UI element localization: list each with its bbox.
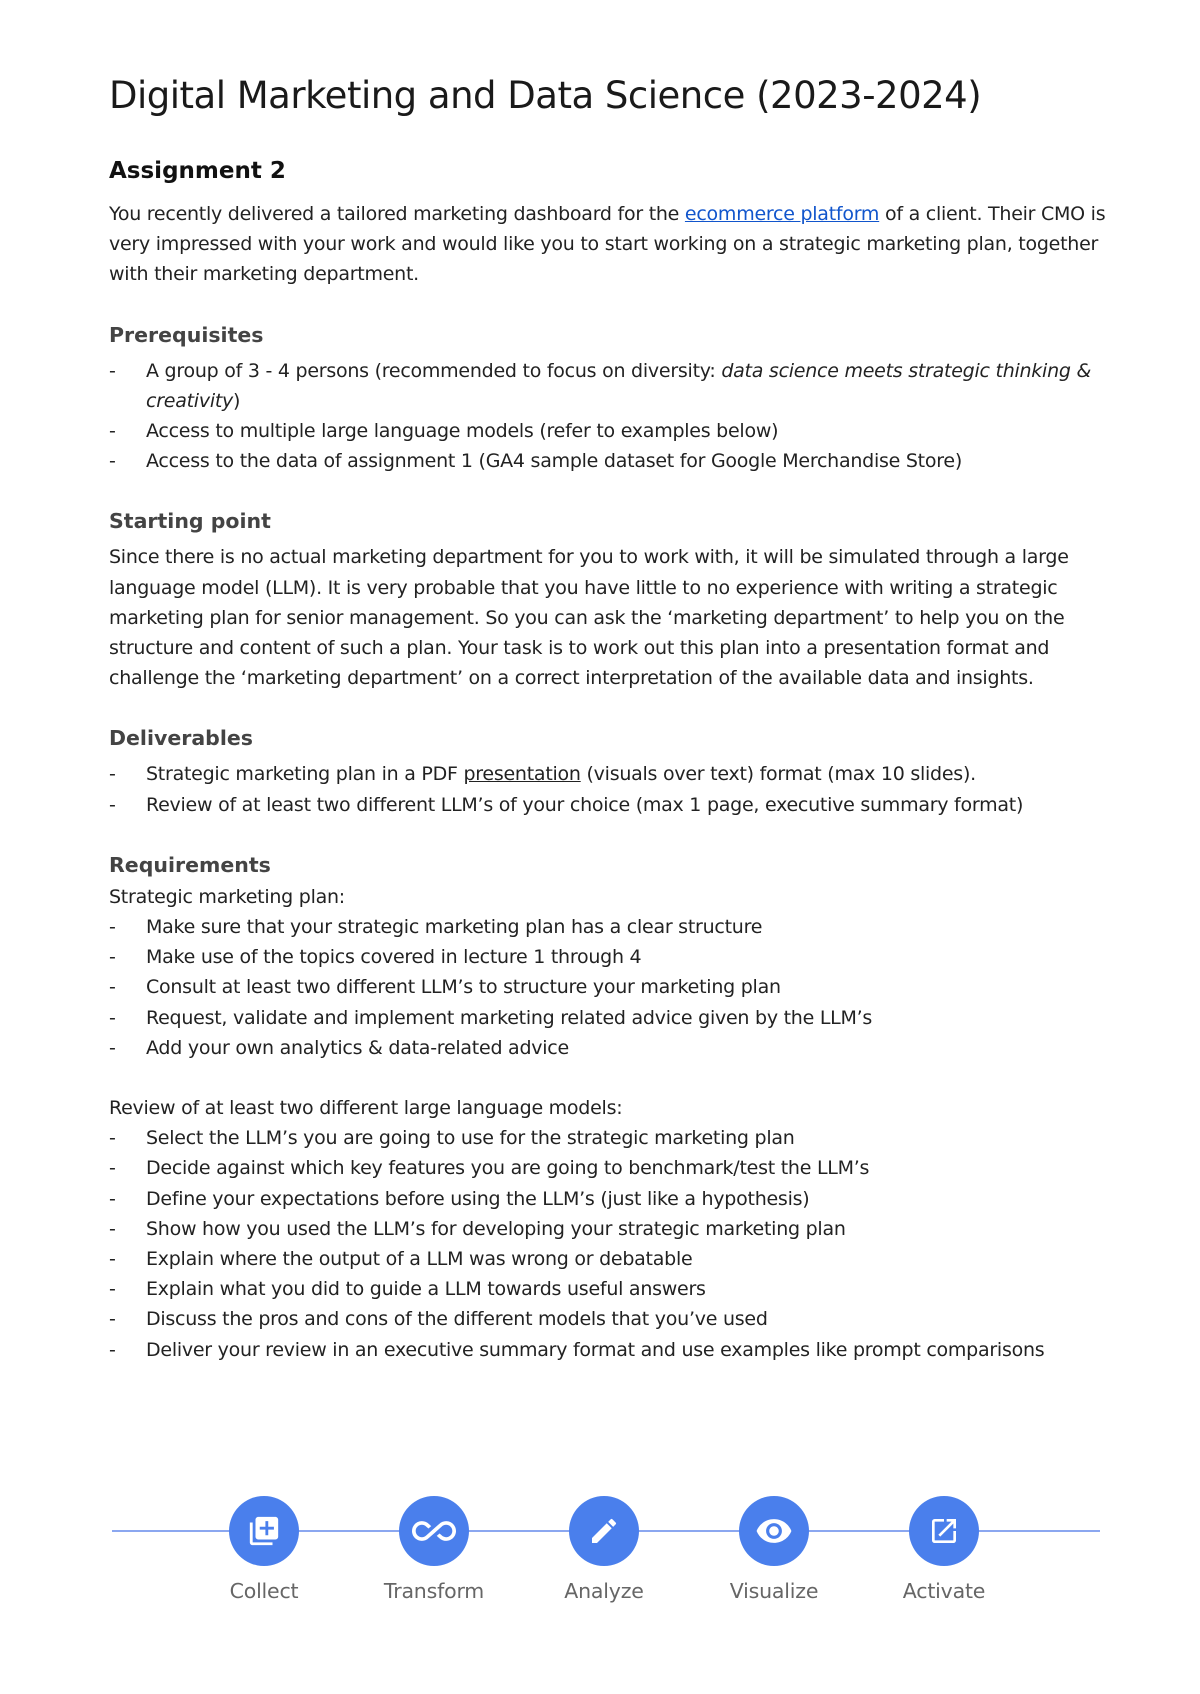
pipeline-step-transform <box>359 1488 509 1603</box>
list-item <box>109 759 1139 789</box>
ecommerce-platform-link[interactable]: ecommerce platform <box>684 203 880 225</box>
prerequisite-text-end: ) <box>233 389 241 412</box>
intro-text-start: You recently delivered a tailored marketing dashboard for the <box>109 203 685 225</box>
data-pipeline-diagram <box>110 1488 1100 1618</box>
visualize-label: Visualize <box>729 1579 819 1603</box>
starting-point-heading: Starting point <box>109 509 271 534</box>
list-item: - Access to multiple large language models (refer to examples below) <box>109 416 1139 446</box>
pipeline-step-collect <box>189 1488 339 1603</box>
intro-text-end: of a client. Their CMO is very impressed with your work and would like you to start working on a strategic marketing plan, together with their marketing department. <box>109 203 1106 286</box>
list-item: - Explain where the output of a LLM was wrong or debatable <box>109 1244 1139 1274</box>
intro-paragraph <box>109 199 1139 290</box>
list-item: - Review of at least two different LLM’s of your choice (max 1 page, executive summary format) <box>109 790 1139 820</box>
pipeline-step-visualize <box>699 1488 849 1603</box>
list-item: - Select the LLM’s you are going to use for the strategic marketing plan <box>109 1123 1139 1153</box>
list-item <box>109 356 1139 416</box>
prerequisites-list <box>109 356 1139 477</box>
list-item: - Discuss the pros and cons of the different models that you’ve used <box>109 1304 1139 1334</box>
activate-step-circle <box>909 1496 979 1566</box>
analyze-step-circle <box>569 1496 639 1566</box>
prerequisites-heading: Prerequisites <box>109 322 264 347</box>
visualize-step-circle <box>739 1496 809 1566</box>
infinity-icon <box>412 1509 456 1553</box>
list-item: - Add your own analytics & data-related advice <box>109 1033 1139 1063</box>
eye-icon <box>755 1512 793 1550</box>
plan-requirements-intro: Strategic marketing plan: <box>109 885 345 908</box>
deliverable-underlined-text: presentation <box>463 763 581 786</box>
open-external-icon <box>928 1515 960 1547</box>
list-item: - Define your expectations before using the LLM’s (just like a hypothesis) <box>109 1184 1139 1214</box>
deliverable-text: Strategic marketing plan in a PDF <box>146 763 464 786</box>
pencil-icon <box>588 1515 620 1547</box>
pipeline-step-activate <box>869 1488 1019 1603</box>
analyze-label: Analyze <box>564 1579 644 1603</box>
list-item: - Request, validate and implement marketing related advice given by the LLM’s <box>109 1003 1139 1033</box>
transform-label: Transform <box>383 1579 485 1603</box>
list-item: - Show how you used the LLM’s for developing your strategic marketing plan <box>109 1214 1139 1244</box>
review-requirements-list <box>109 1123 1139 1365</box>
collect-step-circle <box>229 1496 299 1566</box>
transform-step-circle <box>399 1496 469 1566</box>
list-item: - Make sure that your strategic marketing plan has a clear structure <box>109 912 1139 942</box>
starting-point-paragraph: Since there is no actual marketing department for you to work with, it will be simulated through a large language model (LLM). It is very probable that you have little to no experience with writing a strategic marketing plan for senior management. So you can ask the ‘marketing department’ to help you on the structure and content of such a plan. Your task is to work out this plan into a presentation format and challenge the ‘marketing department’ on a correct interpretation of the available data and insights. <box>109 546 1069 690</box>
activate-label: Activate <box>902 1579 986 1603</box>
document-content <box>109 70 1139 1365</box>
plan-requirements-list <box>109 912 1139 1063</box>
deliverables-list <box>109 759 1139 819</box>
list-item: - Access to the data of assignment 1 (GA4 sample dataset for Google Merchandise Store) <box>109 446 1139 476</box>
deliverable-text-end: (visuals over text) format (max 10 slides). <box>580 763 976 786</box>
document-title: Digital Marketing and Data Science (2023-2024) <box>109 74 982 117</box>
pipeline-step-analyze <box>529 1488 679 1603</box>
review-requirements-intro: Review of at least two different large language models: <box>109 1097 623 1120</box>
list-item: - Consult at least two different LLM’s to structure your marketing plan <box>109 972 1139 1002</box>
list-item: - Decide against which key features you are going to benchmark/test the LLM’s <box>109 1153 1139 1183</box>
prerequisite-italic-text: data science meets strategic thinking & creativity <box>146 359 1092 412</box>
add-to-library-icon <box>247 1514 281 1548</box>
requirements-heading: Requirements <box>109 852 271 877</box>
list-item: - Explain what you did to guide a LLM towards useful answers <box>109 1274 1139 1304</box>
deliverables-heading: Deliverables <box>109 726 253 751</box>
list-item: - Deliver your review in an executive summary format and use examples like prompt comparisons <box>109 1335 1139 1365</box>
assignment-heading: Assignment 2 <box>109 158 286 184</box>
list-item: - Make use of the topics covered in lecture 1 through 4 <box>109 942 1139 972</box>
prerequisite-text: A group of 3 - 4 persons (recommended to focus on diversity: <box>146 359 722 382</box>
collect-label: Collect <box>229 1579 299 1603</box>
